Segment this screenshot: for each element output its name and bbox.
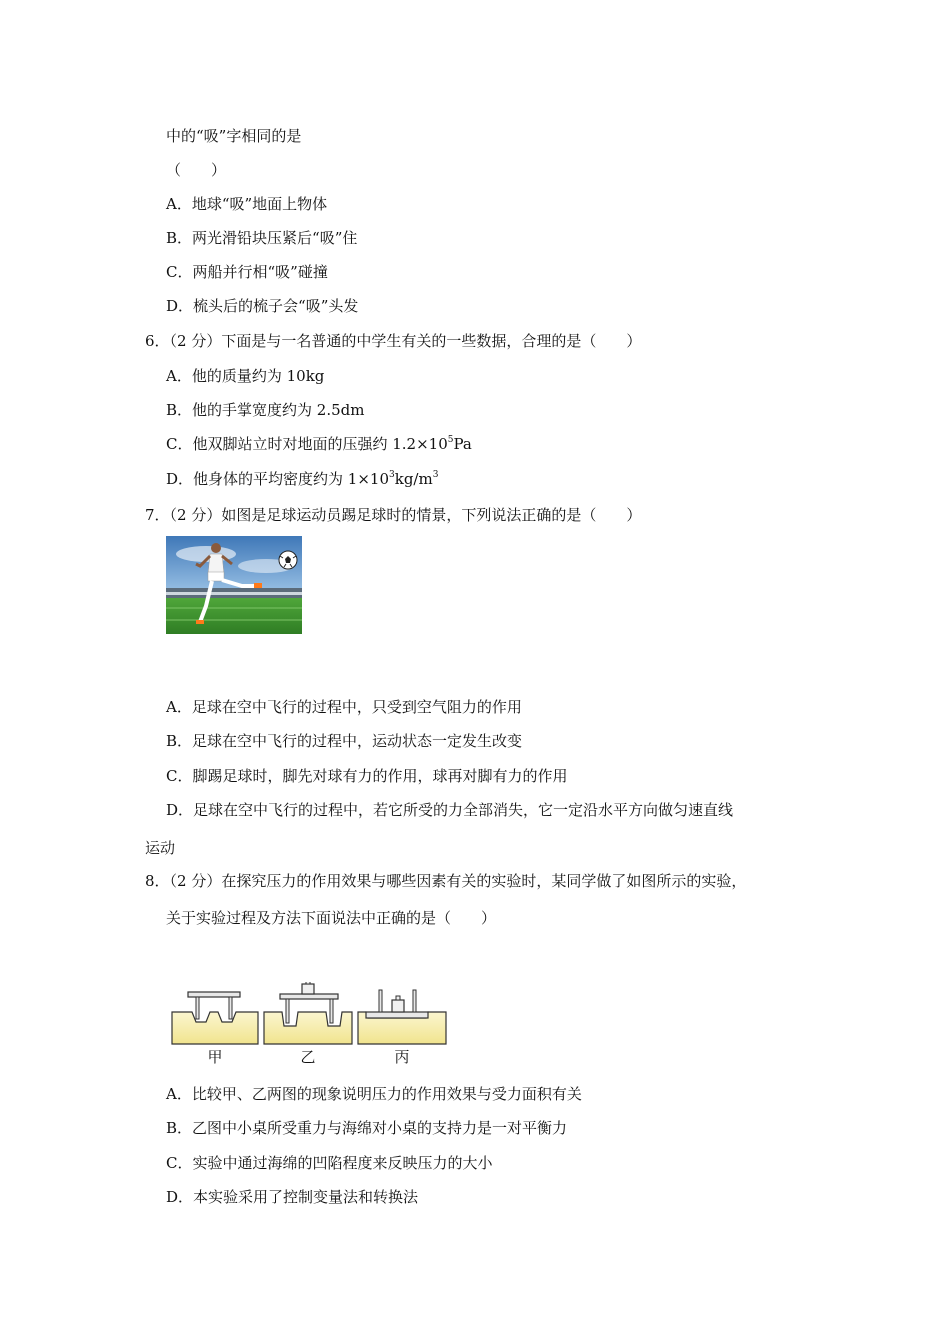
q6-option-c: C．他双脚站立时对地面的压强约 $1.2\times 10^5Pa$ <box>166 435 472 453</box>
q8-stem-line2: 关于实验过程及方法下面说法中正确的是（ ） <box>166 909 497 927</box>
q5-option-b: B．两光滑铅块压紧后“吸”住 <box>166 229 358 247</box>
figure-label-bing: 丙 <box>394 1048 410 1066</box>
q5-option-a: A．地球“吸”地面上物体 <box>166 195 328 213</box>
q5-option-d: D．梳头后的梳子会“吸”头发 <box>166 297 359 315</box>
q8-stem-line1: 8．（2 分）在探究压力的作用效果与哪些因素有关的实验时，某同学做了如图所示的实验， <box>145 872 747 890</box>
q8-option-a: A．比较甲、乙两图的现象说明压力的作用效果与受力面积有关 <box>166 1085 582 1103</box>
q5-stem-continuation: 中的“吸”字相同的是 <box>166 127 302 145</box>
q8-option-d: D．本实验采用了控制变量法和转换法 <box>166 1188 419 1206</box>
figure-label-yi: 乙 <box>300 1048 316 1066</box>
figure-label-jia: 甲 <box>207 1048 223 1066</box>
q7-option-d: D．足球在空中飞行的过程中，若它所受的力全部消失，它一定沿水平方向做匀速直线 <box>166 801 734 819</box>
q5-option-c: C．两船并行相“吸”碰撞 <box>166 263 328 281</box>
pressure-experiment-figure <box>170 982 450 1068</box>
q6-stem: 6．（2 分）下面是与一名普通的中学生有关的一些数据，合理的是（ ） <box>145 332 642 350</box>
q8-option-c: C．实验中通过海绵的凹陷程度来反映压力的大小 <box>166 1154 493 1172</box>
soccer-player-photo <box>166 536 302 634</box>
q6-option-d: D．他身体的平均密度约为 $1\times 10^3kg/m^3$ <box>166 470 439 488</box>
q7-option-c: C．脚踢足球时，脚先对球有力的作用，球再对脚有力的作用 <box>166 767 568 785</box>
q6-option-b: B．他的手掌宽度约为 2.5dm <box>166 401 365 419</box>
q5-answer-paren: （ ） <box>166 161 227 179</box>
q6-option-a: A．他的质量约为 10kg <box>166 367 325 385</box>
q7-option-b: B．足球在空中飞行的过程中，运动状态一定发生改变 <box>166 732 523 750</box>
q7-stem: 7．（2 分）如图是足球运动员踢足球时的情景，下列说法正确的是（ ） <box>145 506 642 524</box>
q8-option-b: B．乙图中小桌所受重力与海绵对小桌的支持力是一对平衡力 <box>166 1119 568 1137</box>
q7-option-d-continuation: 运动 <box>145 839 176 857</box>
q7-option-a: A．足球在空中飞行的过程中，只受到空气阻力的作用 <box>166 698 522 716</box>
